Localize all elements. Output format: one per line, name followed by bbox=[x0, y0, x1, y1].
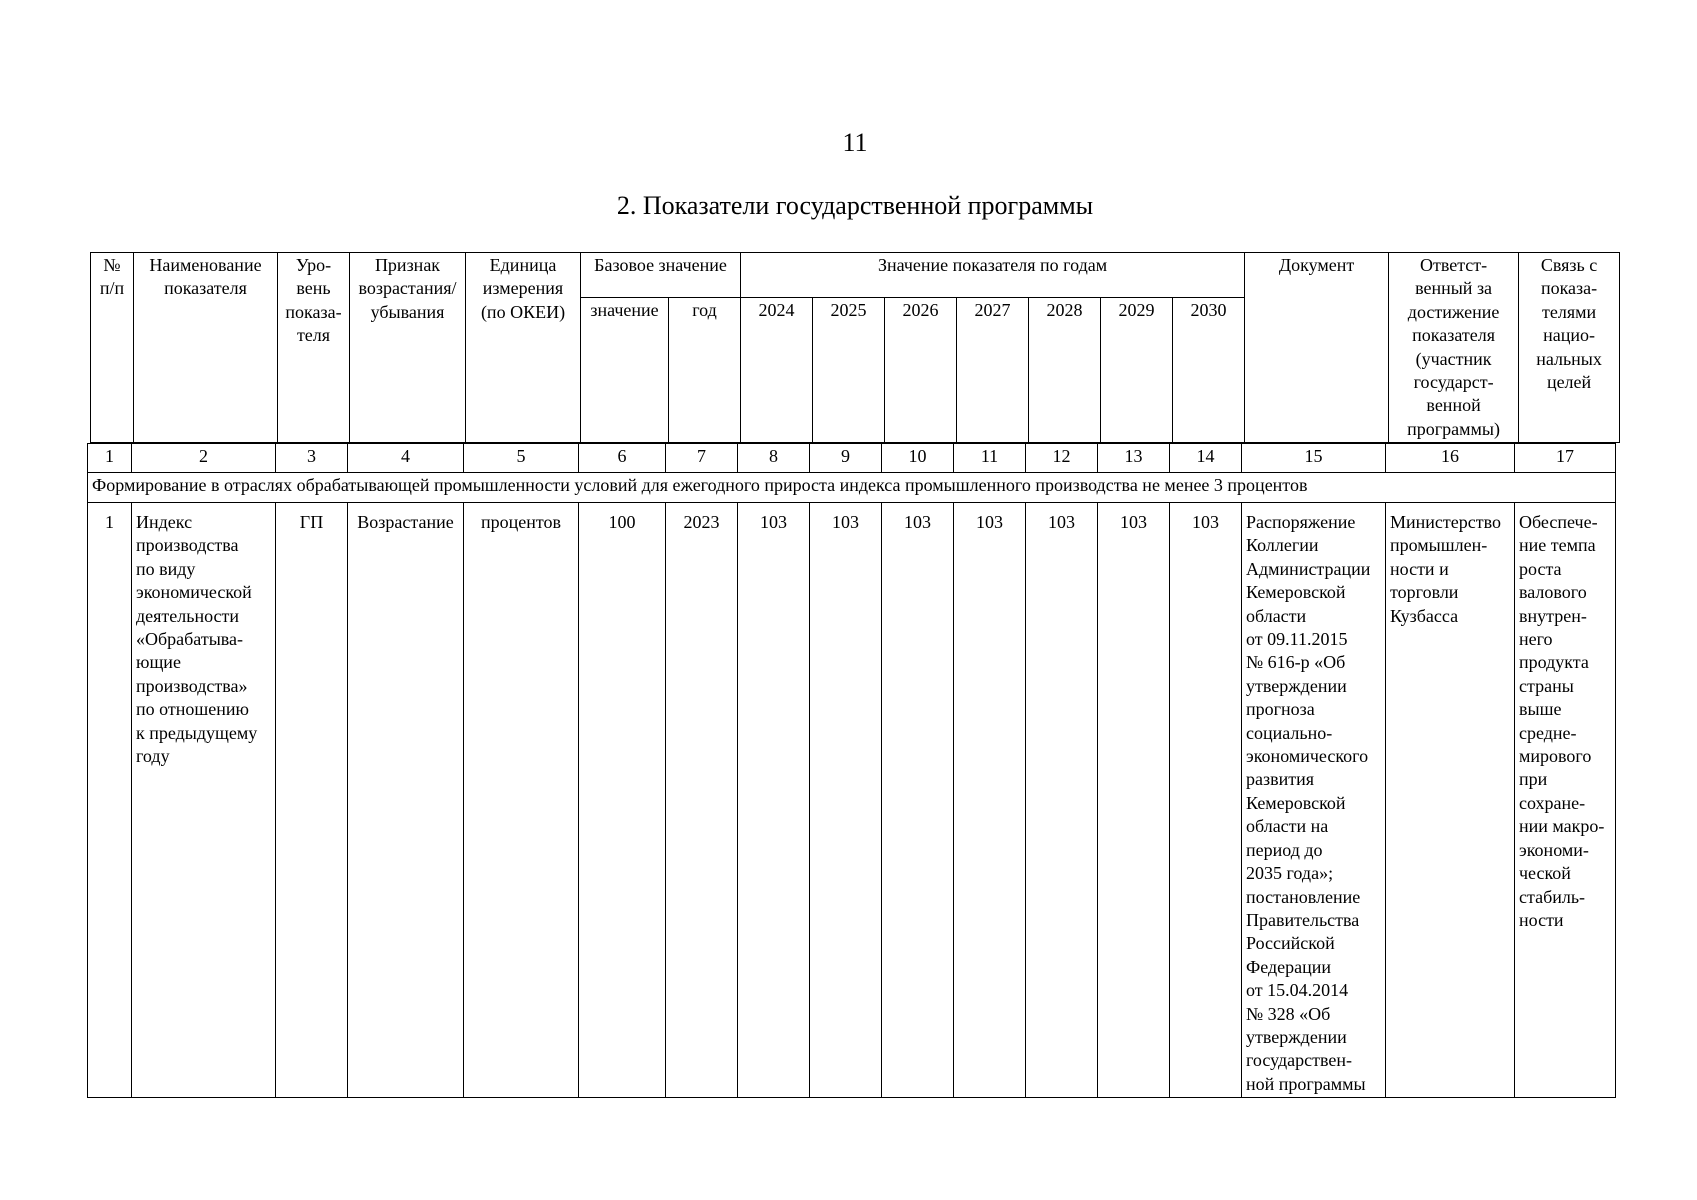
section-title: Формирование в отраслях обрабатывающей промышленности условий для ежегодного прироста индекса промышленного производства не менее 3 процентов bbox=[88, 473, 1616, 503]
row-base-year: 2023 bbox=[666, 503, 738, 1098]
indicators-table-body bbox=[87, 443, 1616, 1098]
header-document: Документ bbox=[1245, 253, 1389, 443]
row-unit: процентов bbox=[464, 503, 579, 1098]
column-number-4: 4 bbox=[348, 444, 464, 473]
header-name: Наименование показателя bbox=[134, 253, 278, 443]
column-number-16: 16 bbox=[1386, 444, 1515, 473]
column-number-2: 2 bbox=[132, 444, 276, 473]
header-year-2025: 2025 bbox=[813, 298, 885, 443]
header-base: Базовое значение bbox=[581, 253, 741, 298]
header-base-value: значение bbox=[581, 298, 669, 443]
header-link: Связь с показа- телями нацио- нальных целей bbox=[1519, 253, 1620, 443]
row-sign: Возрастание bbox=[348, 503, 464, 1098]
column-number-5: 5 bbox=[464, 444, 579, 473]
row-value-2027: 103 bbox=[954, 503, 1026, 1098]
page-title: 2. Показатели государственной программы bbox=[616, 191, 1094, 220]
row-value-2025: 103 bbox=[810, 503, 882, 1098]
header-level: Уро- вень показа- теля bbox=[278, 253, 350, 443]
column-number-13: 13 bbox=[1098, 444, 1170, 473]
header-sign: Признак возрастания/ убывания bbox=[350, 253, 466, 443]
row-value-2024: 103 bbox=[738, 503, 810, 1098]
column-number-9: 9 bbox=[810, 444, 882, 473]
header-years-group: Значение показателя по годам bbox=[741, 253, 1245, 298]
column-number-3: 3 bbox=[276, 444, 348, 473]
row-responsible: Министерство промышлен- ности и торговли Кузбасса bbox=[1386, 503, 1515, 1098]
row-level: ГП bbox=[276, 503, 348, 1098]
header-unit: Единица измерения (по ОКЕИ) bbox=[466, 253, 581, 443]
row-document: Распоряжение Коллегии Администрации Кемеровской области от 09.11.2015 № 616-р «Об утверждении прогноза социально- экономического развития Кемеровской области на период до 2035 года»; постановление Правительства Российской Федерации от 15.04.2014 № 328 «Об утверждении государствен- ной программы bbox=[1242, 503, 1386, 1098]
row-link: Обеспече- ние темпа роста валового внутрен- него продукта страны выше средне- мирового при сохране- нии макро- экономи- ческой стабиль- ности bbox=[1515, 503, 1616, 1098]
header-base-year: год bbox=[669, 298, 741, 443]
row-base-value: 100 bbox=[579, 503, 666, 1098]
row-num: 1 bbox=[88, 503, 132, 1098]
page-number: 11 bbox=[842, 128, 868, 157]
header-year-2026: 2026 bbox=[885, 298, 957, 443]
header-year-2028: 2028 bbox=[1029, 298, 1101, 443]
column-number-14: 14 bbox=[1170, 444, 1242, 473]
header-num: № п/п bbox=[91, 253, 134, 443]
column-number-10: 10 bbox=[882, 444, 954, 473]
column-number-6: 6 bbox=[579, 444, 666, 473]
row-value-2030: 103 bbox=[1170, 503, 1242, 1098]
row-value-2026: 103 bbox=[882, 503, 954, 1098]
column-number-15: 15 bbox=[1242, 444, 1386, 473]
row-name: Индекс производства по виду экономической деятельности «Обрабатыва- ющие производства» по отношению к предыдущему году bbox=[132, 503, 276, 1098]
column-number-17: 17 bbox=[1515, 444, 1616, 473]
column-number-1: 1 bbox=[88, 444, 132, 473]
header-responsible: Ответст- венный за достижение показателя (участник государст- венной программы) bbox=[1389, 253, 1519, 443]
column-number-7: 7 bbox=[666, 444, 738, 473]
column-number-12: 12 bbox=[1026, 444, 1098, 473]
header-year-2024: 2024 bbox=[741, 298, 813, 443]
column-number-8: 8 bbox=[738, 444, 810, 473]
table-row bbox=[88, 503, 1616, 1098]
column-number-11: 11 bbox=[954, 444, 1026, 473]
header-year-2029: 2029 bbox=[1101, 298, 1173, 443]
header-year-2027: 2027 bbox=[957, 298, 1029, 443]
indicators-table-header bbox=[90, 252, 1620, 443]
header-year-2030: 2030 bbox=[1173, 298, 1245, 443]
row-value-2029: 103 bbox=[1098, 503, 1170, 1098]
row-value-2028: 103 bbox=[1026, 503, 1098, 1098]
